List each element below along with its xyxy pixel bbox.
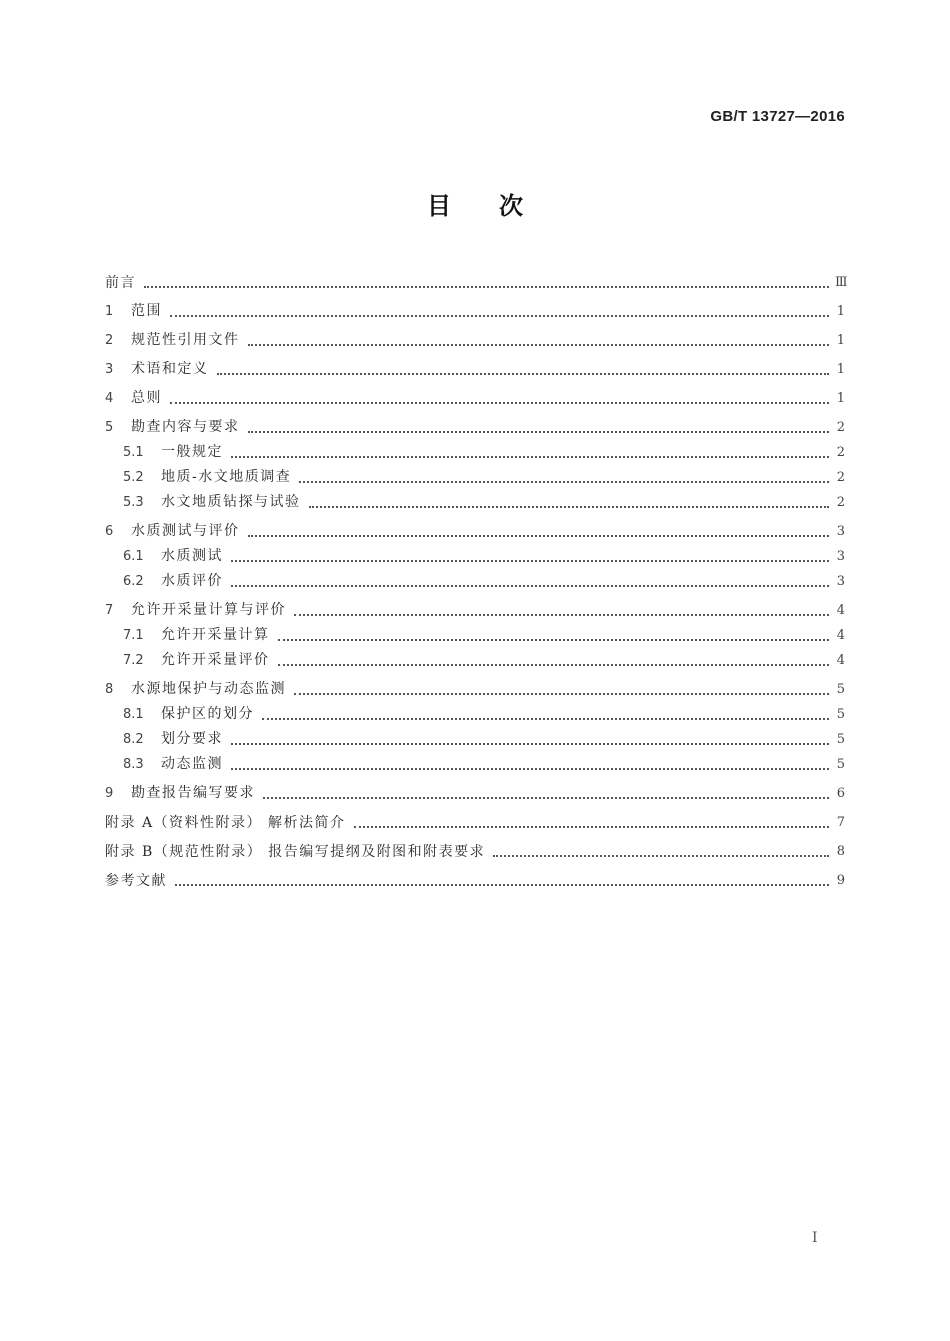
toc-entry-label [105, 651, 270, 670]
toc-entry-title: 参考文献 [105, 873, 167, 889]
toc-entry-number: 6.1 [123, 549, 144, 564]
toc-entry-number: 7.2 [123, 653, 144, 668]
toc-entry-number: 5 [105, 420, 114, 435]
toc-entry-title: 划分要求 [161, 731, 223, 747]
toc-entry[interactable] [105, 350, 845, 379]
toc-entry-label [105, 274, 136, 292]
dot-leader [248, 534, 830, 537]
toc-entry-title: 一般规定 [161, 444, 223, 460]
toc-entry[interactable] [105, 749, 845, 774]
toc-entry-number: 8.1 [123, 707, 144, 722]
toc-entry[interactable] [105, 263, 848, 292]
toc-entry-page: 1 [836, 391, 845, 406]
dot-leader [175, 883, 829, 886]
toc-entry-page: 2 [836, 445, 845, 460]
toc-entry-title: 允许开采量评价 [161, 652, 270, 668]
toc-entry-label [105, 522, 240, 541]
toc-entry-number: 8.2 [123, 732, 144, 747]
toc-entry-page: 1 [836, 362, 845, 377]
toc-entry-page: 4 [836, 628, 845, 643]
toc-entry-label [105, 872, 167, 890]
table-of-contents [105, 263, 848, 890]
dot-leader [299, 480, 829, 483]
toc-entry-title: 水质评价 [161, 573, 223, 589]
toc-entry-number: 9 [105, 786, 114, 801]
toc-entry-title: 水质测试与评价 [131, 523, 240, 539]
toc-title-char-2: 次 [499, 192, 523, 220]
toc-entry-label [105, 814, 346, 832]
dot-leader [248, 343, 830, 346]
toc-entry-label [105, 443, 223, 462]
dot-leader [231, 455, 829, 458]
toc-entry-page: 3 [836, 549, 845, 564]
toc-entry-label [105, 705, 254, 724]
dot-leader [144, 285, 829, 288]
toc-entry-page: 3 [836, 524, 845, 539]
toc-entry-label [105, 601, 286, 620]
toc-entry-page: 6 [836, 786, 845, 801]
toc-entry[interactable] [105, 566, 845, 591]
page-number: I [812, 1230, 818, 1246]
toc-entry-number: 3 [105, 362, 114, 377]
toc-entry-label [105, 493, 301, 512]
toc-entry-number: 6.2 [123, 574, 144, 589]
toc-entry-title: 勘查报告编写要求 [131, 785, 255, 801]
toc-entry-label [105, 302, 162, 321]
toc-entry-page: Ⅲ [835, 275, 848, 290]
toc-entry-label [105, 730, 223, 749]
toc-entry-label [105, 360, 209, 379]
toc-entry-number: 8.3 [123, 757, 144, 772]
toc-entry-label [105, 331, 240, 350]
toc-entry-number: 7 [105, 603, 114, 618]
toc-entry-number: 5.1 [123, 445, 144, 460]
dot-leader [493, 854, 829, 857]
toc-entry-page: 2 [836, 495, 845, 510]
toc-entry-title: 地质-水文地质调查 [161, 469, 292, 485]
dot-leader [170, 401, 829, 404]
toc-entry[interactable] [105, 803, 845, 832]
toc-entry[interactable] [105, 645, 845, 670]
toc-entry-page: 5 [836, 682, 845, 697]
toc-entry[interactable] [105, 620, 845, 645]
toc-entry-page: 3 [836, 574, 845, 589]
toc-entry[interactable] [105, 861, 845, 890]
toc-entry-number: 6 [105, 524, 114, 539]
toc-entry-title: 附录 A（资料性附录） 解析法简介 [105, 815, 346, 831]
toc-entry-page: 1 [836, 304, 845, 319]
toc-entry[interactable] [105, 292, 845, 321]
dot-leader [294, 692, 829, 695]
toc-entry-title: 允许开采量计算 [161, 627, 270, 643]
toc-entry-label [105, 547, 223, 566]
toc-entry-title: 规范性引用文件 [131, 332, 240, 348]
toc-entry-title: 动态监测 [161, 756, 223, 772]
dot-leader [294, 613, 829, 616]
toc-entry[interactable] [105, 591, 845, 620]
toc-entry-label [105, 572, 223, 591]
toc-entry-page: 8 [836, 844, 845, 859]
dot-leader [217, 372, 830, 375]
toc-entry-title: 术语和定义 [131, 361, 209, 377]
toc-entry[interactable] [105, 832, 845, 861]
toc-entry[interactable] [105, 379, 845, 408]
dot-leader [354, 825, 829, 828]
toc-entry[interactable] [105, 670, 845, 699]
toc-entry[interactable] [105, 699, 845, 724]
toc-entry-page: 4 [836, 603, 845, 618]
dot-leader [278, 638, 830, 641]
toc-entry-number: 7.1 [123, 628, 144, 643]
toc-entry-title: 水质测试 [161, 548, 223, 564]
toc-entry-number: 5.3 [123, 495, 144, 510]
toc-entry-page: 5 [836, 757, 845, 772]
toc-entry-page: 7 [836, 815, 845, 830]
toc-entry[interactable] [105, 321, 845, 350]
toc-entry-title: 范围 [131, 303, 162, 319]
toc-entry[interactable] [105, 462, 845, 487]
toc-entry[interactable] [105, 487, 845, 512]
toc-entry-title: 勘查内容与要求 [131, 419, 240, 435]
standard-code: GB/T 13727—2016 [710, 108, 845, 125]
toc-entry[interactable] [105, 724, 845, 749]
toc-entry-label [105, 680, 286, 699]
dot-leader [231, 559, 829, 562]
toc-entry-number: 1 [105, 304, 114, 319]
toc-entry-number: 8 [105, 682, 114, 697]
dot-leader [231, 584, 829, 587]
toc-entry-page: 2 [836, 420, 845, 435]
toc-entry-number: 5.2 [123, 470, 144, 485]
toc-title [0, 186, 950, 221]
dot-leader [248, 430, 830, 433]
toc-entry-title: 水文地质钻探与试验 [161, 494, 301, 510]
toc-entry[interactable] [105, 408, 845, 437]
toc-entry-title: 保护区的划分 [161, 706, 254, 722]
toc-entry-page: 4 [836, 653, 845, 668]
toc-entry[interactable] [105, 541, 845, 566]
toc-entry-number: 4 [105, 391, 114, 406]
toc-entry[interactable] [105, 512, 845, 541]
dot-leader [278, 663, 830, 666]
toc-entry-label [105, 626, 270, 645]
dot-leader [231, 767, 829, 770]
toc-entry-page: 5 [836, 732, 845, 747]
toc-entry-page: 5 [836, 707, 845, 722]
dot-leader [231, 742, 829, 745]
dot-leader [263, 796, 829, 799]
toc-entry-label [105, 755, 223, 774]
toc-entry-title: 允许开采量计算与评价 [131, 602, 286, 618]
dot-leader [262, 717, 829, 720]
toc-entry-page: 9 [836, 873, 845, 888]
toc-entry-page: 1 [836, 333, 845, 348]
toc-entry-label [105, 468, 291, 487]
toc-entry-page: 2 [836, 470, 845, 485]
toc-entry-label [105, 784, 255, 803]
toc-entry-title: 水源地保护与动态监测 [131, 681, 286, 697]
toc-entry-label [105, 389, 162, 408]
dot-leader [170, 314, 829, 317]
toc-entry-number: 2 [105, 333, 114, 348]
dot-leader [309, 505, 830, 508]
toc-entry-label [105, 418, 240, 437]
toc-title-char-1: 目 [427, 192, 451, 220]
toc-entry-title: 附录 B（规范性附录） 报告编写提纲及附图和附表要求 [105, 844, 486, 860]
toc-entry-label [105, 843, 485, 861]
toc-entry-title: 前言 [105, 275, 136, 291]
toc-entry[interactable] [105, 774, 845, 803]
toc-entry[interactable] [105, 437, 845, 462]
toc-entry-title: 总则 [131, 390, 162, 406]
